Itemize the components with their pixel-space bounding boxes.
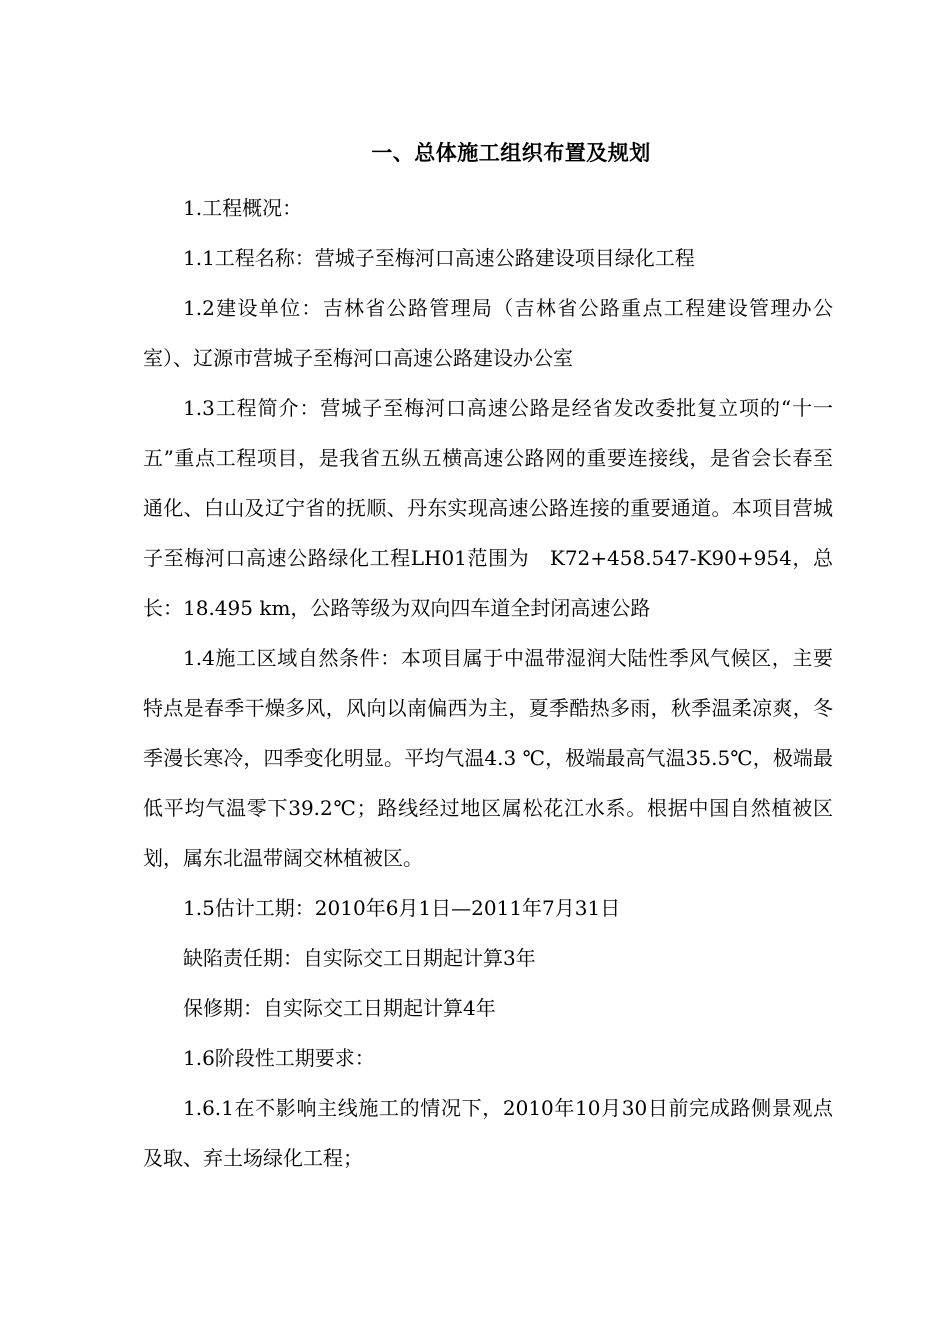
paragraph-schedule: 1.5估计工期：2010年6月1日—2011年7月31日 [183,896,621,920]
paragraph-project-name: 1.1工程名称：营城子至梅河口高速公路建设项目绿化工程 [183,246,695,270]
section-title: 一、总体施工组织布置及规划 [371,140,651,165]
paragraph-overview: 1.工程概况： [183,196,303,220]
paragraph-phase-requirements: 1.6阶段性工期要求： [183,1046,375,1070]
paragraph-builder: 1.2建设单位：吉林省公路管理局（吉林省公路重点工程建设管理办公室）、辽源市营城子至梅河口高速公路建设办公室 [143,296,833,370]
paragraph-natural-conditions: 1.4施工区域自然条件：本项目属于中温带湿润大陆性季风气候区，主要特点是春季干燥多风，风向以南偏西为主，夏季酷热多雨，秋季温柔凉爽，冬季漫长寒冷，四季变化明显。平均气温4.3 ℃，极端最高气温35.5℃，极端最低平均气温零下39.2℃；路线经过地区属松花江水系。根据中国自然植被区划，属东北温带阔交林植被区。 [143,646,833,870]
paragraph-warranty: 保修期：自实际交工日期起计算4年 [183,996,496,1020]
paragraph-introduction: 1.3工程简介：营城子至梅河口高速公路是经省发改委批复立项的“十一五”重点工程项目，是我省五纵五横高速公路网的重要连接线，是省会长春至通化、白山及辽宁省的抚顺、丹东实现高速公路连接的重要通道。本项目营城子至梅河口高速公路绿化工程LH01范围为 K72+458.547-K90+954，总长：18.495 km，公路等级为双向四车道全封闭高速公路 [143,396,833,620]
document-body [143,183,833,1183]
paragraph-defect-liability: 缺陷责任期：自实际交工日期起计算3年 [183,946,536,970]
paragraph-phase-1: 1.6.1在不影响主线施工的情况下，2010年10月30日前完成路侧景观点及取、弃土场绿化工程； [143,1096,833,1170]
